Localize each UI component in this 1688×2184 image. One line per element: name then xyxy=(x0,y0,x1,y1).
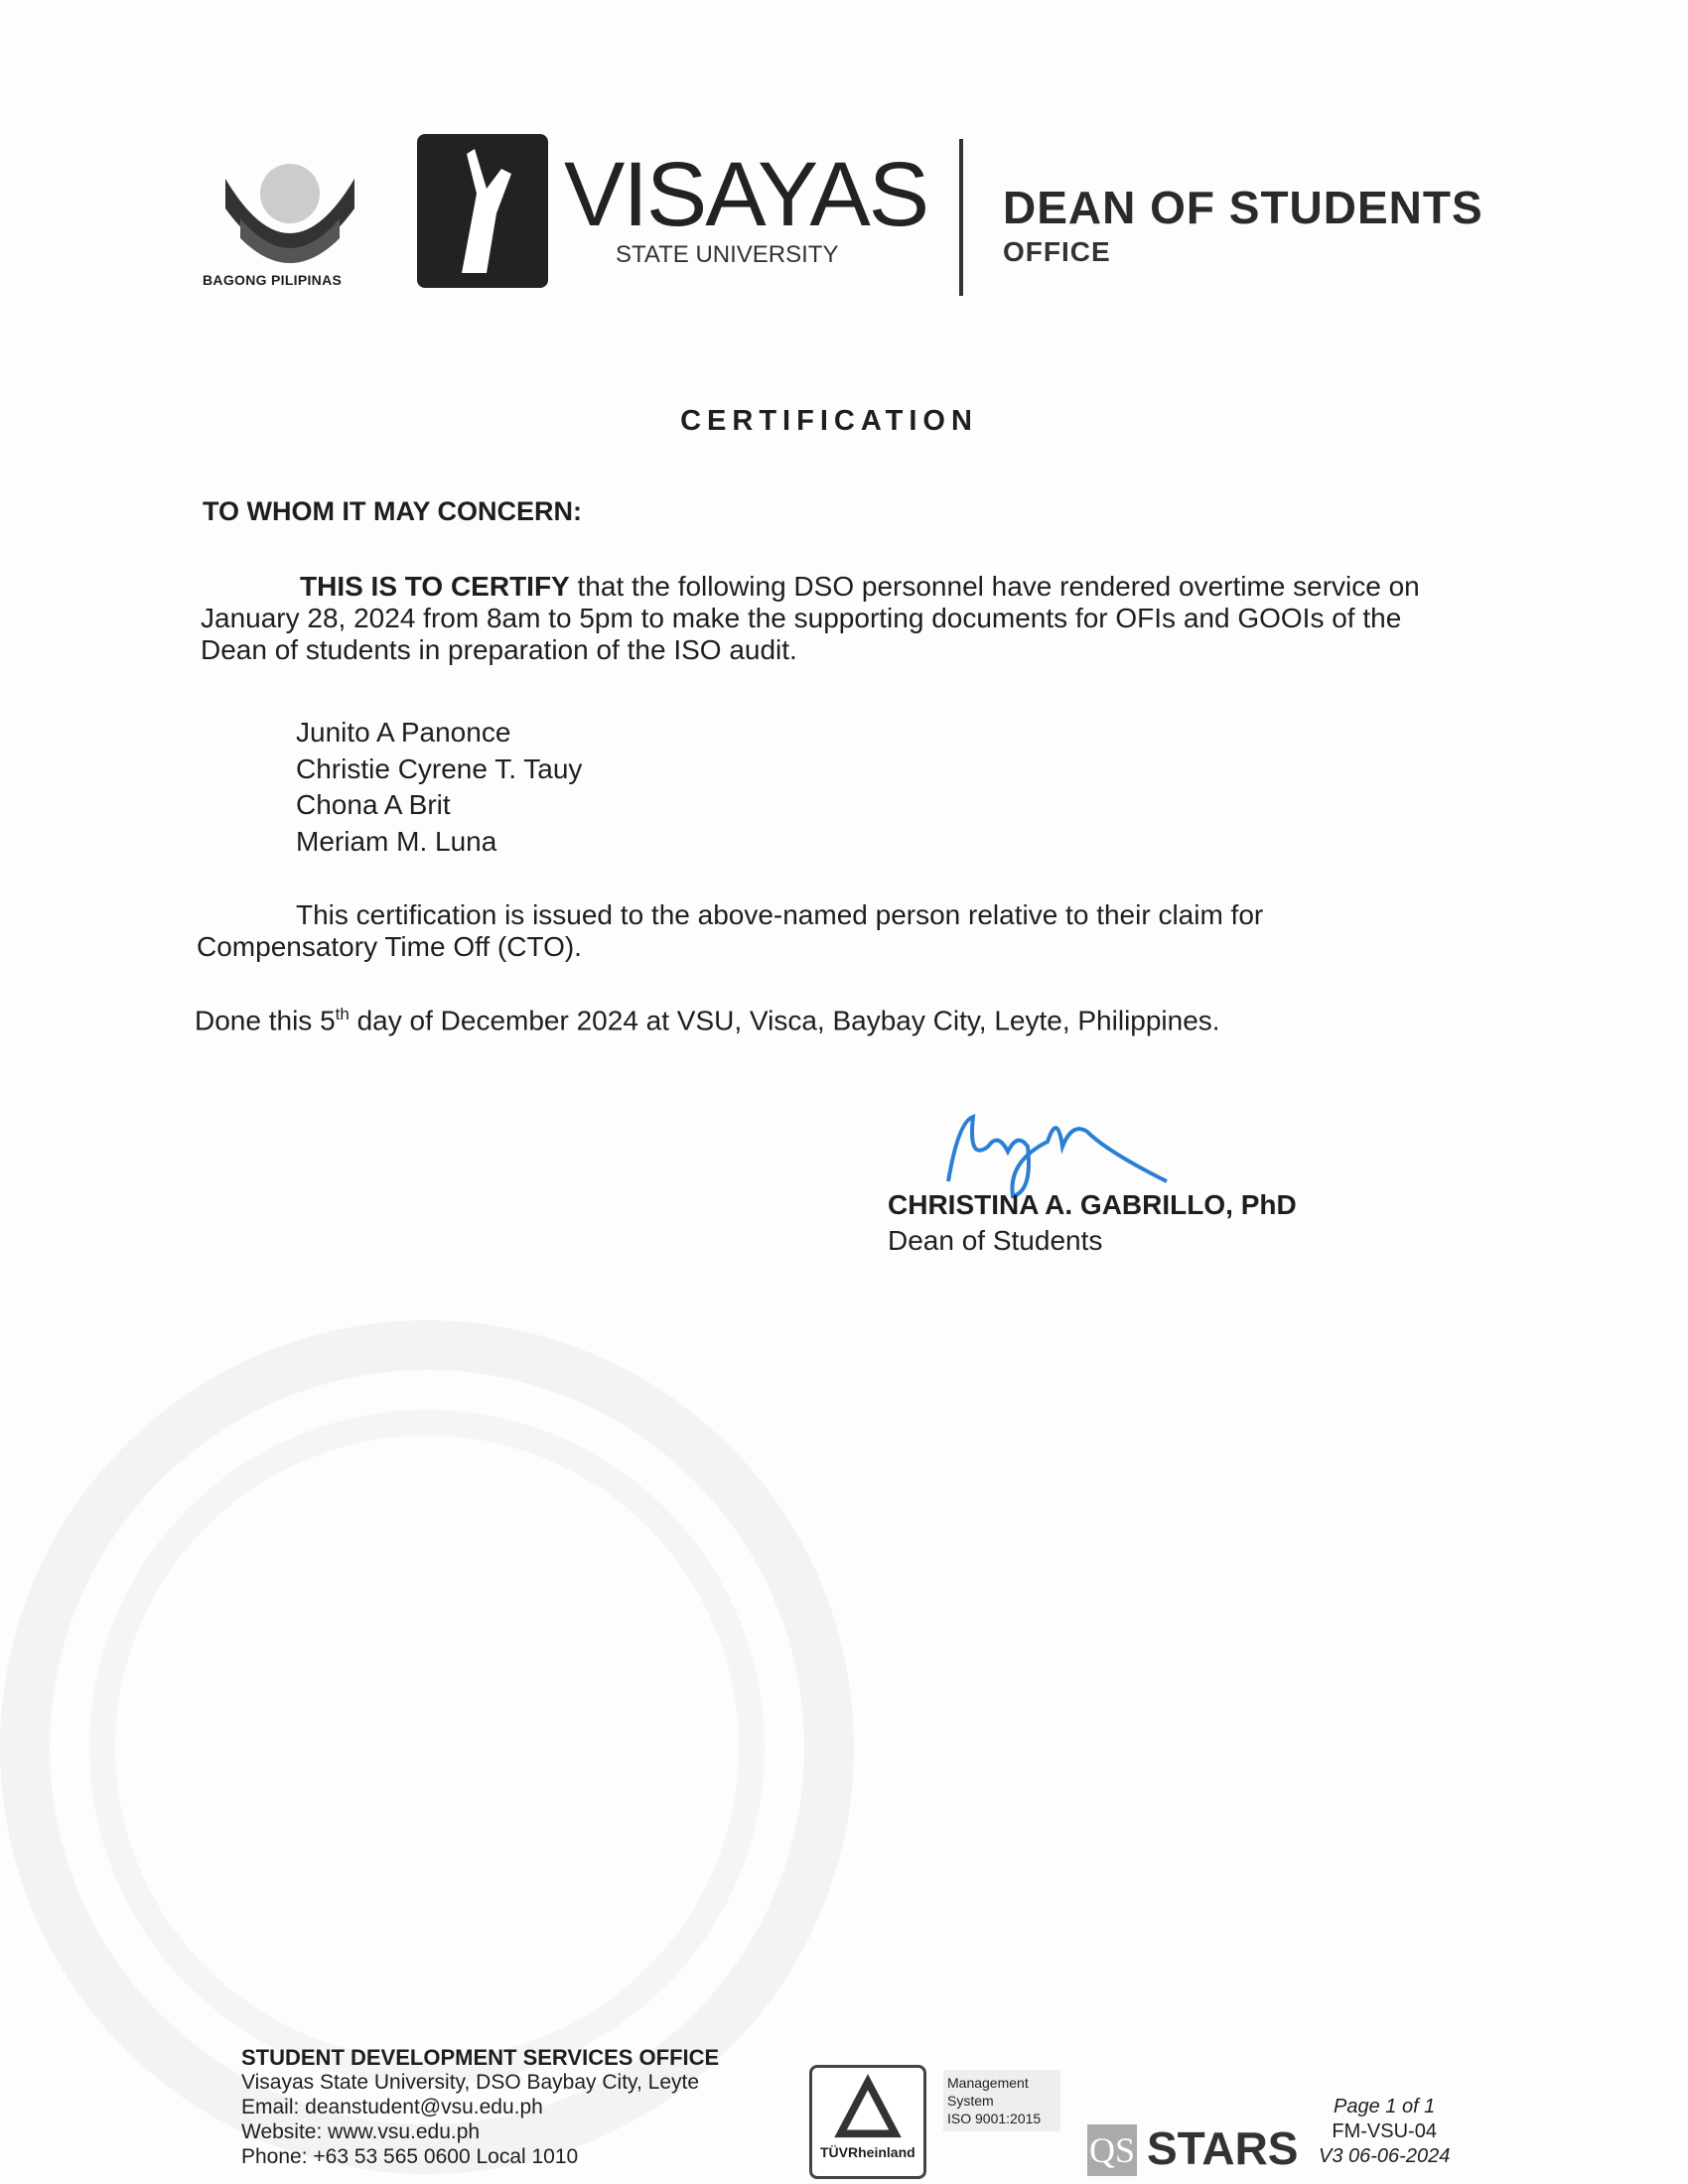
qs-logo: QS xyxy=(1087,2124,1137,2176)
personnel-list xyxy=(296,715,582,860)
done-suffix: day of December 2024 at VSU, Visca, Baybay City, Leyte, Philippines. xyxy=(349,1005,1220,1036)
signature xyxy=(938,1102,1187,1201)
vsu-logo xyxy=(417,134,548,288)
done-prefix: Done this 5 xyxy=(195,1005,336,1036)
university-name: VISAYAS xyxy=(564,144,928,245)
page-number: Page 1 of 1 xyxy=(1334,2096,1436,2117)
footer-phone: Phone: +63 53 565 0600 Local 1010 xyxy=(241,2145,579,2168)
signer-name: CHRISTINA A. GABRILLO, PhD xyxy=(888,1189,1297,1220)
stars-label: STARS xyxy=(1147,2122,1299,2174)
office-subtitle: OFFICE xyxy=(1003,236,1111,267)
certify-lead: THIS IS TO CERTIFY xyxy=(300,571,570,602)
footer-address: Visayas State University, DSO Baybay City, Leyte xyxy=(241,2071,700,2094)
done-sup: th xyxy=(335,1005,350,1024)
header-divider xyxy=(959,139,963,296)
footer-email: Email: deanstudent@vsu.edu.ph xyxy=(241,2096,543,2118)
mgmt-line: Management xyxy=(947,2075,1029,2091)
issuance-line xyxy=(195,1005,1485,1036)
iso-certification xyxy=(943,2070,1060,2131)
form-code: FM-VSU-04 xyxy=(1332,2120,1437,2142)
personnel-item: Chona A Brit xyxy=(296,789,451,820)
page-info xyxy=(1319,2095,1450,2169)
salutation: TO WHOM IT MAY CONCERN: xyxy=(203,496,583,526)
tuv-label: TÜVRheinland xyxy=(820,2144,915,2160)
form-version: V3 06-06-2024 xyxy=(1319,2145,1451,2167)
bagong-pilipinas-label: BAGONG PILIPINAS xyxy=(203,272,343,288)
footer-website: Website: www.vsu.edu.ph xyxy=(241,2120,481,2143)
watermark-seal-inner xyxy=(89,1410,765,2085)
personnel-item: Junito A Panonce xyxy=(296,717,511,748)
office-title: DEAN OF STUDENTS xyxy=(1003,182,1483,233)
university-subtitle: STATE UNIVERSITY xyxy=(616,241,839,268)
personnel-item: Christie Cyrene T. Tauy xyxy=(296,752,583,784)
certification-paragraph xyxy=(201,571,1452,666)
certify-text: that the following DSO personnel have rendered overtime service on January 28, 2024 from 8am to 5pm to make the supporting documents for OFIs and GOOIs of the Dean of students in preparation of the ISO audit. xyxy=(201,571,1420,665)
mgmt-line: ISO 9001:2015 xyxy=(947,2111,1042,2126)
footer-contact xyxy=(241,2045,719,2169)
bagong-pilipinas-logo xyxy=(220,149,359,268)
footer-office: STUDENT DEVELOPMENT SERVICES OFFICE xyxy=(241,2045,720,2070)
document-title: CERTIFICATION xyxy=(680,405,978,437)
purpose-text: This certification is issued to the above-named person relative to their claim for Compensatory Time Off (CTO). xyxy=(197,899,1264,962)
personnel-item: Meriam M. Luna xyxy=(296,825,497,857)
signer-title: Dean of Students xyxy=(888,1225,1103,1256)
purpose-paragraph xyxy=(197,899,1448,963)
mgmt-line: System xyxy=(947,2093,994,2109)
tuv-triangle-icon xyxy=(809,2065,926,2179)
